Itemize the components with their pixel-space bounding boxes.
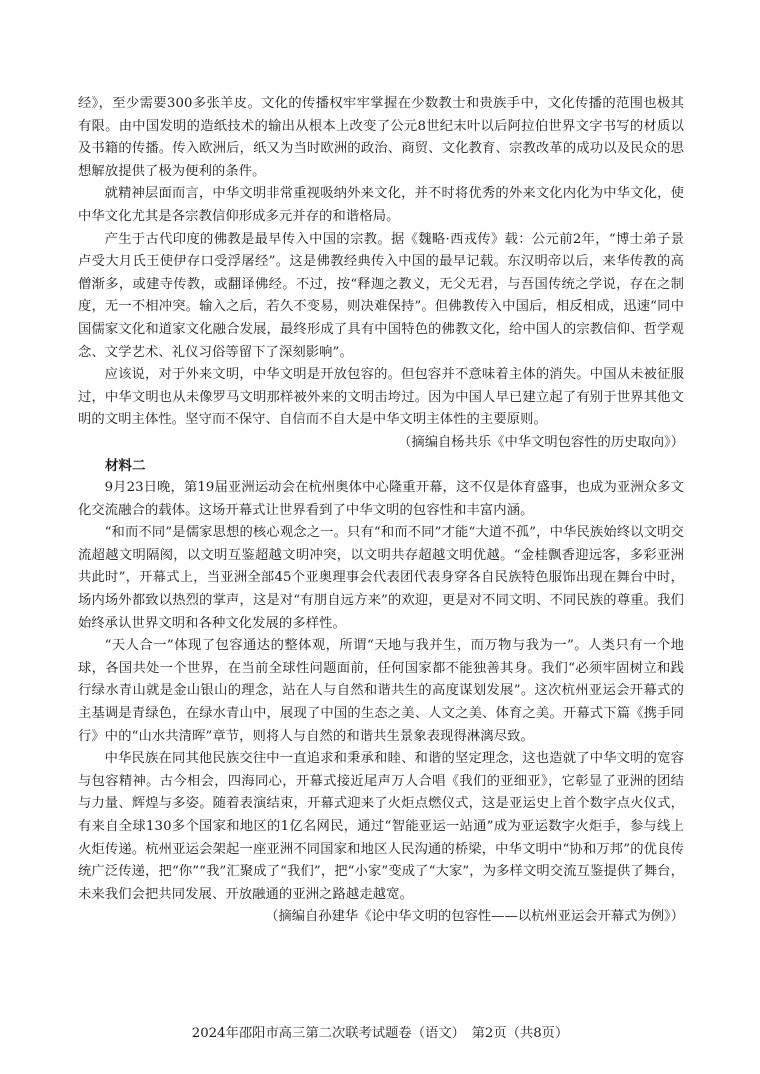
source-citation-2: （摘编自孙建华《论中华文明的包容性——以杭州亚运会开幕式为例》） — [265, 909, 684, 925]
paragraph-1: 经》，至少需要300多张羊皮。文化的传播权牢牢掌握在少数教士和贵族手中，文化传播的范围也极其有限。由中国发明的造纸技术的输出从根本上改变了公元8世纪末叶以后阿拉伯世界文字书写的材质以及书籍的传播。传入欧洲后，纸又为当时欧洲的政治、商贸、文化教育、宗教改革的成功以及民众的思想解放提供了极为便利的条件。 — [78, 96, 684, 179]
paragraph-4: 应该说，对于外来文明，中华文明是开放包容的。但包容并不意味着主体的消失。中国从未被征服过，中华文明也从未像罗马文明那样被外来的文明击垮过。因为中国人早已建立起了有别于世界其他文明的文明主体性。坚守而不保守、自信而不自大是中华文明主体性的主要原则。 — [78, 367, 684, 428]
paragraph-2: 就精神层面而言，中华文明非常重视吸纳外来文化，并不时将优秀的外来文化内化为中华文化，使中华文化尤其是各宗教信仰形成多元并存的和谐格局。 — [78, 186, 684, 224]
paragraph-8: 中华民族在同其他民族交往中一直追求和秉承和睦、和谐的坚定理念，这也造就了中华文明的宽容与包容精神。古今相会，四海同心，开幕式接近尾声万人合唱《我们的亚细亚》，它彰显了亚洲的团结与力量、辉煌与多姿。随着表演结束，开幕式迎来了火炬点燃仪式，这是亚运史上首个数字点火仪式，有来自全球130多个国家和地区的1亿名网民，通过“智能亚运一站通”成为亚运数字火炬手，参与线上火炬传递。杭州亚运会架起一座亚洲不同国家和地区人民沟通的桥梁，中华文明中“协和万邦”的优良传统广泛传递，把“你”“我”汇聚成了“我们”，把“小家”变成了“大家”，为多样文明交流互鉴提供了舞台，未来我们会把共同发展、开放融通的亚洲之路越走越宽。 — [78, 751, 684, 902]
page-footer: 2024年邵阳市高三第二次联考试题卷（语文） 第2页（共8页） — [191, 1026, 569, 1041]
section-heading-material-2: 材料二 — [105, 457, 146, 474]
paragraph-7: “天人合一”体现了包容通达的整体观，所谓“天地与我并生，而万物与我为一”。人类只有一个地球，各国共处一个世界，在当前全球性问题面前，任何国家都不能独善其身。我们“必须牢固树立和践行绿水青山就是金山银山的理念，站在人与自然和谐共生的高度谋划发展”。这次杭州亚运会开幕式的主基调是青绿色，在绿水青山中，展现了中国的生态之美、人文之美、体育之美。开幕式下篇《携手同行》中的“山水共清晖”章节，则将人与自然的和谐共生景象表现得淋漓尽致。 — [78, 638, 684, 744]
paragraph-3: 产生于古代印度的佛教是最早传入中国的宗教。据《魏略·西戎传》载：公元前2年，“博士弟子景卢受大月氏王使伊存口受浮屠经”。这是佛教经典传入中国的最早记载。东汉明帝以后，来华传教的高僧渐多，或建寺传教，或翻译佛经。不过，按“释迦之教义，无父无君，与吾国传统之学说，存在之制度，无一不相冲突。输入之后，若久不变易，则决难保持”。但佛教传入中国后，相反相成，迅速“同中国儒家文化和道家文化融合发展，最终形成了具有中国特色的佛教文化，给中国人的宗教信仰、哲学观念、文学艺术、礼仪习俗等留下了深刻影响”。 — [78, 231, 684, 360]
document-page — [78, 93, 684, 929]
paragraph-6: “和而不同”是儒家思想的核心观念之一。只有“和而不同”才能“大道不孤”，中华民族始终以文明交流超越文明隔阂，以文明互鉴超越文明冲突，以文明共存超越文明优越。“金桂飘香迎远客，多彩亚洲共此时”，开幕式上，当亚洲全部45个亚奥理事会代表团代表身穿各自民族特色服饰出现在舞台中时，场内场外都致以热烈的掌声，这是对“有朋自远方来”的欢迎，更是对不同文明、不同民族的尊重。我们始终承认世界文明和各种文化发展的多样性。 — [78, 525, 684, 631]
paragraph-5: 9月23日晚，第19届亚洲运动会在杭州奥体中心隆重开幕，这不仅是体育盛事，也成为亚洲众多文化交流融合的载体。这场开幕式让世界看到了中华文明的包容性和丰富内涵。 — [78, 480, 684, 518]
source-citation-1: （摘编自杨共乐《中华文明包容性的历史取向》） — [398, 434, 684, 450]
